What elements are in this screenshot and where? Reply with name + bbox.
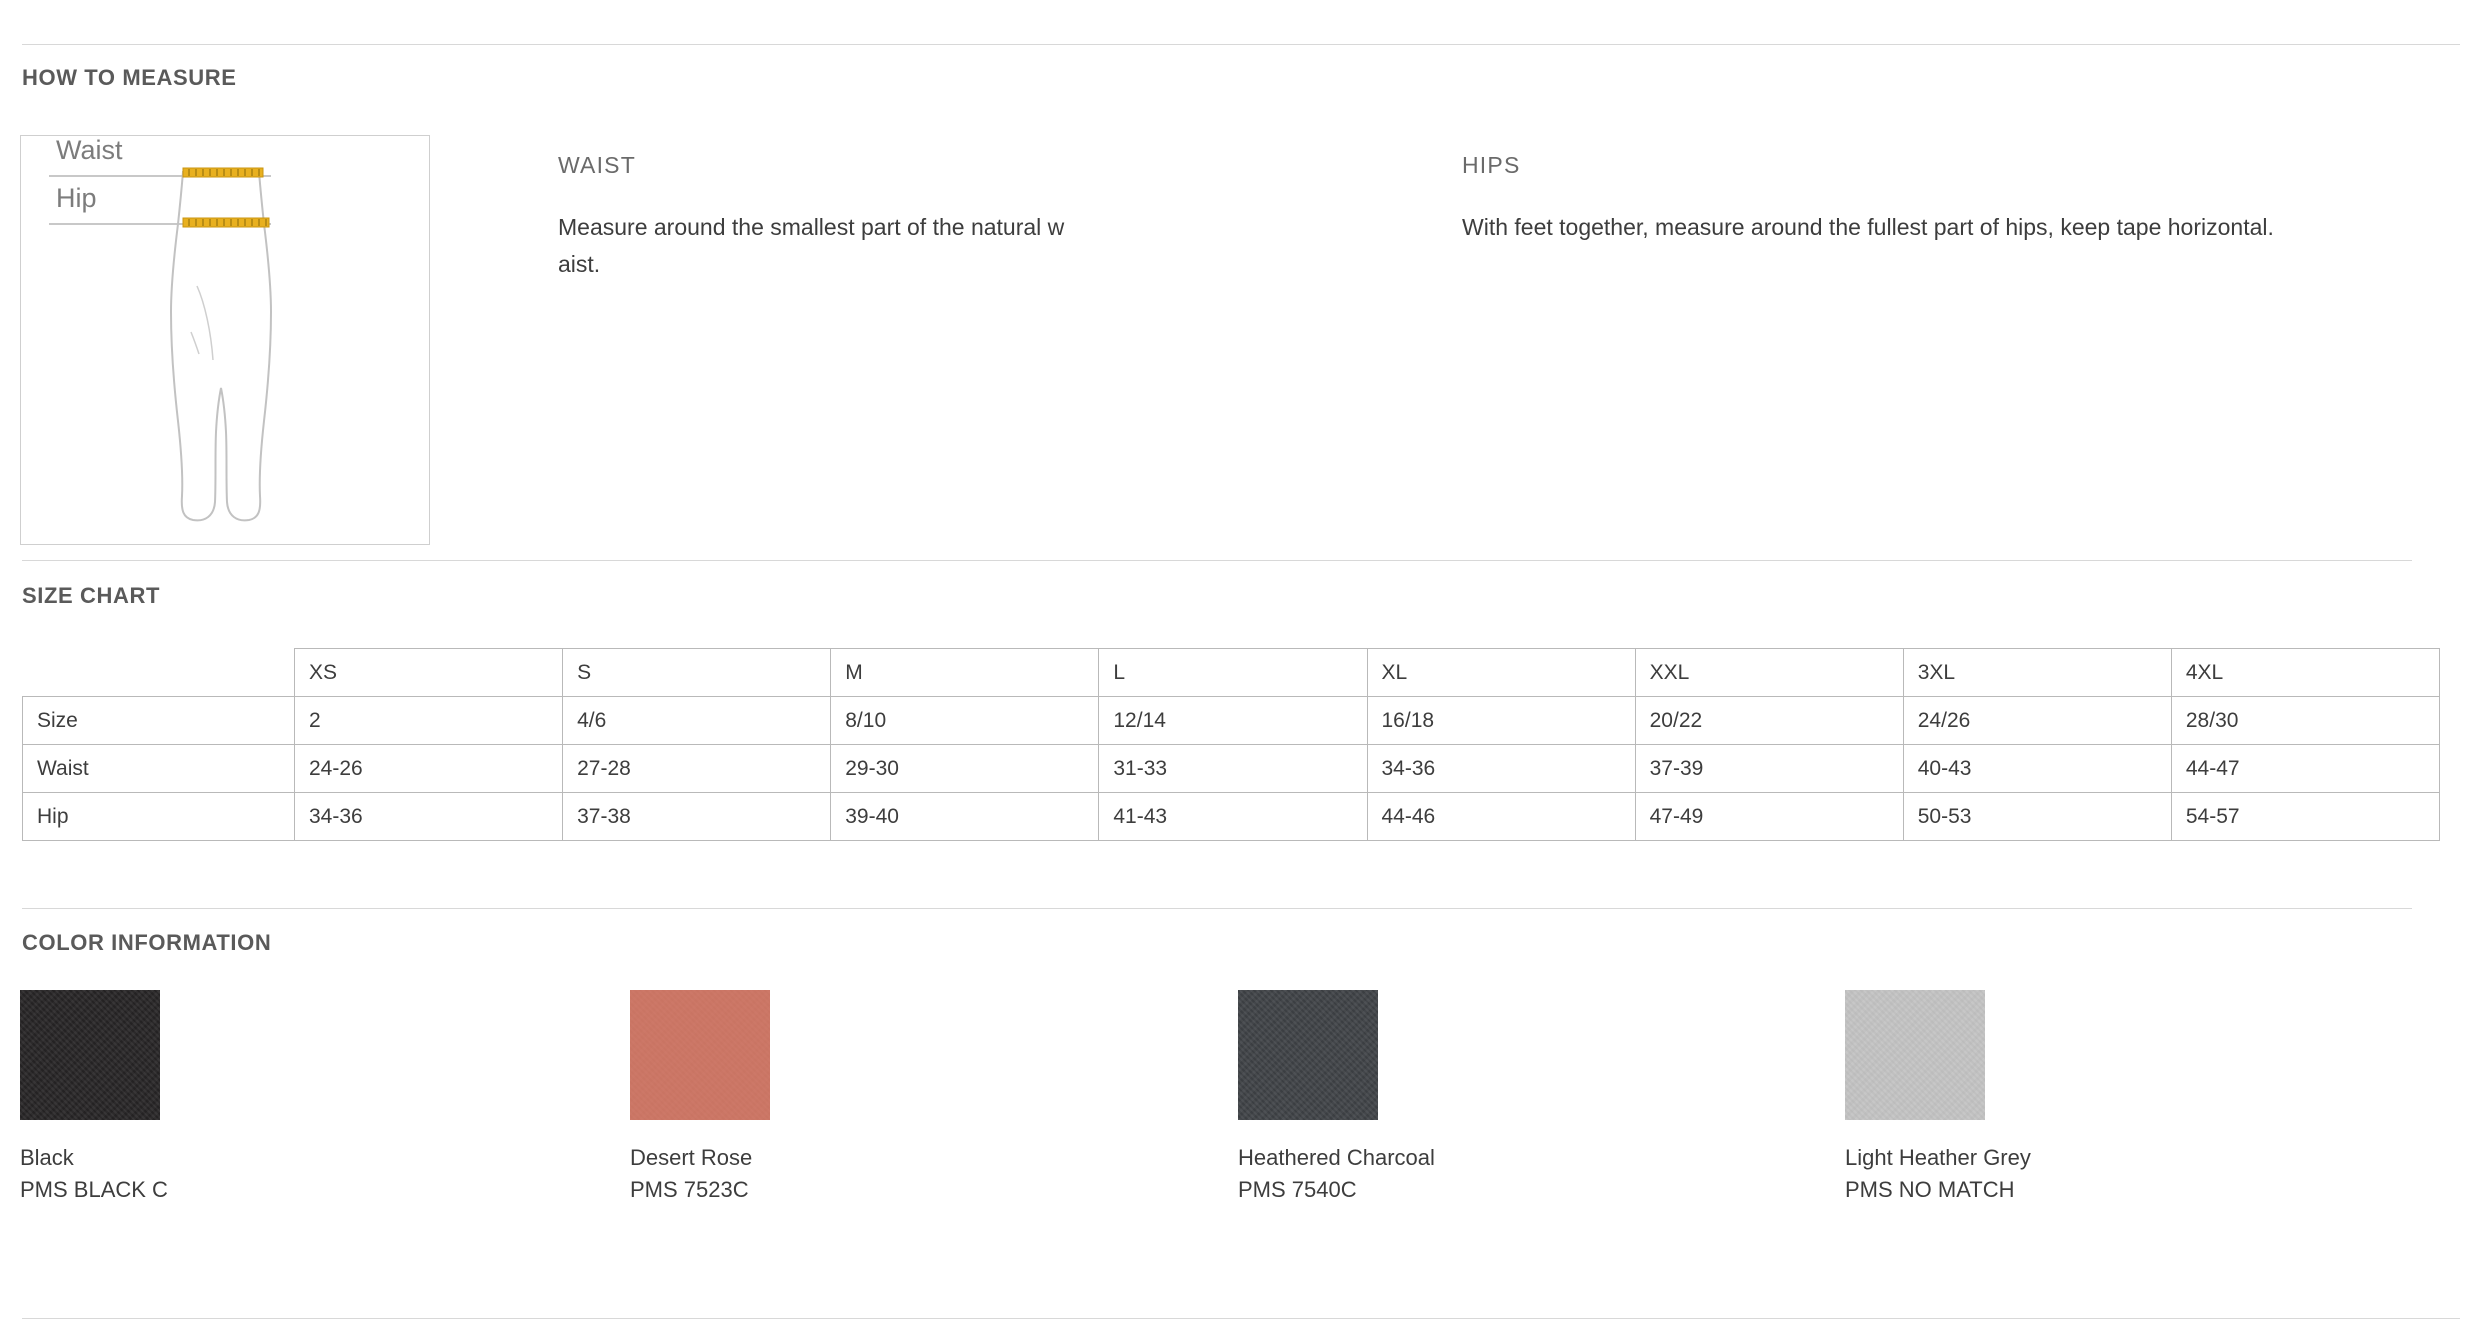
swatch-texture (630, 990, 770, 1120)
color-swatch-light-heather-grey (1845, 990, 1985, 1120)
color-swatch-black (20, 990, 160, 1120)
table-cell: 40-43 (1903, 745, 2171, 793)
table-col-header: XL (1367, 649, 1635, 697)
swatch-pms: PMS 7523C (630, 1176, 749, 1202)
table-cell: 24-26 (295, 745, 563, 793)
table-col-header: 4XL (2171, 649, 2439, 697)
measure-instruction-hips (1462, 152, 2282, 246)
table-col-header: L (1099, 649, 1367, 697)
table-col-header: S (563, 649, 831, 697)
swatch-texture (1238, 990, 1378, 1120)
table-header-row (23, 649, 2440, 697)
table-cell: 20/22 (1635, 697, 1903, 745)
swatch-pms: PMS BLACK C (20, 1176, 168, 1202)
figure-hip-label: Hip (56, 183, 97, 213)
measure-waist-body: Measure around the smallest part of the natural w aist. (558, 214, 1065, 278)
table-corner-cell (23, 649, 295, 697)
table-cell: 44-46 (1367, 793, 1635, 841)
table-cell: 37-39 (1635, 745, 1903, 793)
table-cell: 8/10 (831, 697, 1099, 745)
table-cell: 4/6 (563, 697, 831, 745)
table-cell: 29-30 (831, 745, 1099, 793)
table-cell: 16/18 (1367, 697, 1635, 745)
table-cell: 24/26 (1903, 697, 2171, 745)
table-cell: 44-47 (2171, 745, 2439, 793)
color-swatch-item (20, 990, 250, 1206)
table-cell: 28/30 (2171, 697, 2439, 745)
color-information-heading: COLOR INFORMATION (22, 930, 272, 955)
table-cell: 39-40 (831, 793, 1099, 841)
measure-instruction-waist (558, 152, 1078, 284)
table-row-label: Waist (23, 745, 295, 793)
color-swatch-desert-rose (630, 990, 770, 1120)
color-swatch-item (630, 990, 860, 1206)
size-chart-table (22, 648, 2440, 841)
divider-size-chart (22, 908, 2412, 909)
table-cell: 50-53 (1903, 793, 2171, 841)
table-col-header: 3XL (1903, 649, 2171, 697)
swatch-name: Black (20, 1145, 74, 1170)
swatch-texture (1845, 990, 1985, 1120)
table-cell: 54-57 (2171, 793, 2439, 841)
table-col-header: M (831, 649, 1099, 697)
size-chart-heading: SIZE CHART (22, 583, 160, 608)
how-to-measure-heading: HOW TO MEASURE (22, 65, 237, 90)
table-cell: 34-36 (295, 793, 563, 841)
table-cell: 37-38 (563, 793, 831, 841)
measure-waist-title: WAIST (558, 152, 636, 178)
swatch-name: Desert Rose (630, 1145, 753, 1170)
table-col-header: XXL (1635, 649, 1903, 697)
swatch-pms: PMS 7540C (1238, 1176, 1357, 1202)
table-cell: 2 (295, 697, 563, 745)
color-swatch-item (1238, 990, 1468, 1206)
table-cell: 27-28 (563, 745, 831, 793)
figure-waist-label: Waist (56, 135, 123, 165)
color-swatch-heathered-charcoal (1238, 990, 1378, 1120)
divider-how-to-measure (22, 560, 2412, 561)
swatch-texture (20, 990, 160, 1120)
table-cell: 12/14 (1099, 697, 1367, 745)
divider-bottom (22, 1318, 2460, 1319)
table-cell: 47-49 (1635, 793, 1903, 841)
divider-top (22, 44, 2460, 45)
table-row (23, 697, 2440, 745)
table-row-label: Size (23, 697, 295, 745)
table-col-header: XS (295, 649, 563, 697)
measure-hips-title: HIPS (1462, 152, 1521, 178)
table-cell: 34-36 (1367, 745, 1635, 793)
measure-hips-body: With feet together, measure around the fullest part of hips, keep tape horizontal. (1462, 214, 2274, 240)
table-row (23, 793, 2440, 841)
table-row (23, 745, 2440, 793)
table-cell: 31-33 (1099, 745, 1367, 793)
table-cell: 41-43 (1099, 793, 1367, 841)
swatch-pms: PMS NO MATCH (1845, 1176, 2015, 1202)
color-swatch-item (1845, 990, 2075, 1206)
swatch-name: Heathered Charcoal (1238, 1145, 1435, 1170)
table-row-label: Hip (23, 793, 295, 841)
swatch-name: Light Heather Grey (1845, 1145, 2031, 1170)
